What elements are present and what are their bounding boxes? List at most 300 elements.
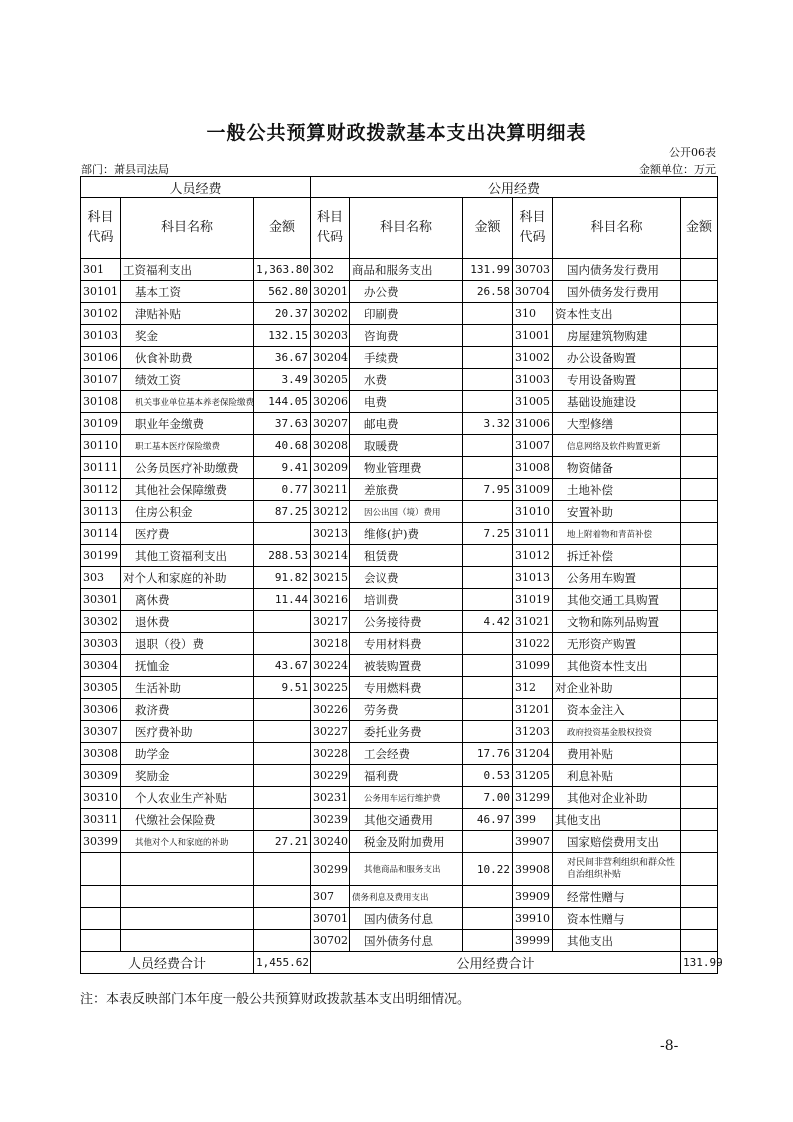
- table-row: [81, 325, 718, 347]
- name-cell: [121, 908, 254, 930]
- table-row: [81, 369, 718, 391]
- amount-cell: [681, 699, 718, 721]
- code-cell: 30114: [81, 523, 121, 545]
- amount-cell: 3.49: [254, 369, 311, 391]
- amount-cell: 9.41: [254, 457, 311, 479]
- name-cell: 对个人和家庭的补助: [121, 567, 254, 589]
- name-cell: 拆迁补偿: [553, 545, 681, 567]
- name-cell: 资本性支出: [553, 303, 681, 325]
- amount-cell: 7.25: [463, 523, 513, 545]
- code-cell: 39910: [513, 908, 553, 930]
- code-cell: 31203: [513, 721, 553, 743]
- amount-cell: [681, 545, 718, 567]
- code-cell: 31299: [513, 787, 553, 809]
- code-cell: [81, 908, 121, 930]
- table-row: [81, 699, 718, 721]
- amount-cell: 562.80: [254, 281, 311, 303]
- amount-cell: 0.77: [254, 479, 311, 501]
- amount-cell: 144.05: [254, 391, 311, 413]
- code-cell: 30224: [311, 655, 350, 677]
- code-cell: 30701: [311, 908, 350, 930]
- code-cell: 30201: [311, 281, 350, 303]
- header-name: 科目名称: [350, 198, 463, 259]
- code-cell: 30102: [81, 303, 121, 325]
- name-cell: 利息补贴: [553, 765, 681, 787]
- name-cell: 基本工资: [121, 281, 254, 303]
- table-row: [81, 303, 718, 325]
- table-row: [81, 633, 718, 655]
- name-cell: 专用燃料费: [350, 677, 463, 699]
- name-cell: 邮电费: [350, 413, 463, 435]
- public-total-amount: 131.99: [681, 952, 718, 974]
- code-cell: 31011: [513, 523, 553, 545]
- amount-cell: [463, 303, 513, 325]
- name-cell: 取暖费: [350, 435, 463, 457]
- code-cell: 30107: [81, 369, 121, 391]
- code-cell: 30212: [311, 501, 350, 523]
- code-cell: 30208: [311, 435, 350, 457]
- page-title: 一般公共预算财政拨款基本支出决算明细表: [206, 122, 587, 144]
- name-cell: 医疗费: [121, 523, 254, 545]
- amount-cell: [463, 435, 513, 457]
- name-cell: 职业年金缴费: [121, 413, 254, 435]
- name-cell: 国外债务付息: [350, 930, 463, 952]
- header-amount: 金额: [681, 198, 718, 259]
- name-cell: 商品和服务支出: [350, 259, 463, 281]
- amount-cell: [681, 457, 718, 479]
- name-cell: [121, 853, 254, 886]
- section-header-row: [81, 177, 718, 198]
- table-row: [81, 655, 718, 677]
- table-row: [81, 501, 718, 523]
- code-cell: 31009: [513, 479, 553, 501]
- name-cell: 其他交通工具购置: [553, 589, 681, 611]
- name-cell: 津贴补贴: [121, 303, 254, 325]
- code-cell: 30202: [311, 303, 350, 325]
- amount-cell: [463, 930, 513, 952]
- amount-cell: [681, 809, 718, 831]
- department-label: 部门：萧县司法局: [81, 163, 169, 176]
- code-cell: 312: [513, 677, 553, 699]
- table-row: [81, 908, 718, 930]
- name-cell: 房屋建筑物购建: [553, 325, 681, 347]
- amount-cell: [463, 589, 513, 611]
- code-cell: 30207: [311, 413, 350, 435]
- code-cell: 30209: [311, 457, 350, 479]
- name-cell: 地上附着物和青苗补偿: [553, 523, 681, 545]
- code-cell: 302: [311, 259, 350, 281]
- amount-cell: [681, 633, 718, 655]
- name-cell: 对企业补助: [553, 677, 681, 699]
- amount-cell: [463, 677, 513, 699]
- amount-cell: [681, 787, 718, 809]
- code-cell: 399: [513, 809, 553, 831]
- code-cell: 30101: [81, 281, 121, 303]
- code-cell: 31003: [513, 369, 553, 391]
- amount-cell: [681, 567, 718, 589]
- amount-cell: 0.53: [463, 765, 513, 787]
- amount-cell: 26.58: [463, 281, 513, 303]
- code-cell: 31021: [513, 611, 553, 633]
- amount-cell: [681, 435, 718, 457]
- code-cell: 31001: [513, 325, 553, 347]
- code-cell: 30305: [81, 677, 121, 699]
- code-cell: 30311: [81, 809, 121, 831]
- code-cell: 31201: [513, 699, 553, 721]
- amount-cell: [681, 831, 718, 853]
- code-cell: 30199: [81, 545, 121, 567]
- header-name: 科目名称: [121, 198, 254, 259]
- name-cell: 职工基本医疗保险缴费: [121, 435, 254, 457]
- amount-cell: 37.63: [254, 413, 311, 435]
- table-row: [81, 567, 718, 589]
- name-cell: 电费: [350, 391, 463, 413]
- amount-cell: 40.68: [254, 435, 311, 457]
- header-code: 科目代码: [513, 198, 553, 259]
- name-cell: 离休费: [121, 589, 254, 611]
- name-cell: 住房公积金: [121, 501, 254, 523]
- amount-cell: [463, 457, 513, 479]
- name-cell: 印刷费: [350, 303, 463, 325]
- name-cell: 其他支出: [553, 930, 681, 952]
- name-cell: 物资储备: [553, 457, 681, 479]
- amount-cell: [681, 523, 718, 545]
- name-cell: 无形资产购置: [553, 633, 681, 655]
- name-cell: 经常性赠与: [553, 886, 681, 908]
- name-cell: 其他对个人和家庭的补助: [121, 831, 254, 853]
- table-row: [81, 259, 718, 281]
- amount-cell: 87.25: [254, 501, 311, 523]
- table-row: [81, 853, 718, 886]
- code-cell: 30239: [311, 809, 350, 831]
- amount-cell: 27.21: [254, 831, 311, 853]
- code-cell: 31019: [513, 589, 553, 611]
- name-cell: 信息网络及软件购置更新: [553, 435, 681, 457]
- code-cell: [81, 853, 121, 886]
- amount-cell: [463, 633, 513, 655]
- name-cell: 水费: [350, 369, 463, 391]
- name-cell: 手续费: [350, 347, 463, 369]
- amount-cell: [681, 611, 718, 633]
- name-cell: 被装购置费: [350, 655, 463, 677]
- amount-cell: [463, 391, 513, 413]
- table-row: [81, 886, 718, 908]
- amount-cell: [681, 391, 718, 413]
- amount-cell: [681, 303, 718, 325]
- name-cell: 生活补助: [121, 677, 254, 699]
- name-cell: 资本金注入: [553, 699, 681, 721]
- amount-cell: [463, 347, 513, 369]
- amount-cell: [681, 259, 718, 281]
- amount-cell: 131.99: [463, 259, 513, 281]
- name-cell: 医疗费补助: [121, 721, 254, 743]
- amount-cell: 4.42: [463, 611, 513, 633]
- amount-cell: 3.32: [463, 413, 513, 435]
- code-cell: 30703: [513, 259, 553, 281]
- name-cell: 其他商品和服务支出: [350, 853, 463, 886]
- code-cell: 31007: [513, 435, 553, 457]
- name-cell: 劳务费: [350, 699, 463, 721]
- header-code: 科目代码: [311, 198, 350, 259]
- table-row: [81, 721, 718, 743]
- code-cell: 30218: [311, 633, 350, 655]
- code-cell: 30215: [311, 567, 350, 589]
- table-row: [81, 930, 718, 952]
- code-cell: 30228: [311, 743, 350, 765]
- personnel-total-label: 人员经费合计: [81, 952, 254, 974]
- code-cell: 30211: [311, 479, 350, 501]
- amount-cell: 43.67: [254, 655, 311, 677]
- name-cell: 救济费: [121, 699, 254, 721]
- amount-cell: 36.67: [254, 347, 311, 369]
- amount-cell: 46.97: [463, 809, 513, 831]
- code-cell: 30225: [311, 677, 350, 699]
- code-cell: 30299: [311, 853, 350, 886]
- code-cell: 30204: [311, 347, 350, 369]
- amount-cell: 132.15: [254, 325, 311, 347]
- amount-cell: [254, 787, 311, 809]
- name-cell: 文物和陈列品购置: [553, 611, 681, 633]
- name-cell: 公务员医疗补助缴费: [121, 457, 254, 479]
- amount-cell: 7.95: [463, 479, 513, 501]
- code-cell: 39909: [513, 886, 553, 908]
- amount-cell: [463, 369, 513, 391]
- name-cell: 会议费: [350, 567, 463, 589]
- amount-cell: 10.22: [463, 853, 513, 886]
- amount-cell: [254, 523, 311, 545]
- code-cell: 30214: [311, 545, 350, 567]
- amount-cell: [681, 853, 718, 886]
- name-cell: 安置补助: [553, 501, 681, 523]
- public-total-label: 公用经费合计: [311, 952, 681, 974]
- name-cell: 其他资本性支出: [553, 655, 681, 677]
- code-cell: 30301: [81, 589, 121, 611]
- name-cell: 其他对企业补助: [553, 787, 681, 809]
- code-cell: 30308: [81, 743, 121, 765]
- code-cell: 39999: [513, 930, 553, 952]
- name-cell: 政府投资基金股权投资: [553, 721, 681, 743]
- name-cell: 奖励金: [121, 765, 254, 787]
- name-cell: 差旅费: [350, 479, 463, 501]
- name-cell: 基础设施建设: [553, 391, 681, 413]
- amount-cell: 288.53: [254, 545, 311, 567]
- code-cell: 30112: [81, 479, 121, 501]
- table-row: [81, 435, 718, 457]
- name-cell: 因公出国（境）费用: [350, 501, 463, 523]
- amount-cell: [681, 677, 718, 699]
- table-row: [81, 545, 718, 567]
- code-cell: 30103: [81, 325, 121, 347]
- code-cell: 30109: [81, 413, 121, 435]
- name-cell: 国外债务发行费用: [553, 281, 681, 303]
- amount-cell: [681, 908, 718, 930]
- name-cell: [121, 930, 254, 952]
- table-row: [81, 677, 718, 699]
- code-cell: [81, 886, 121, 908]
- expenditure-table: [80, 176, 723, 974]
- amount-cell: [681, 501, 718, 523]
- table-code: 公开06表: [669, 146, 716, 159]
- amount-cell: [681, 765, 718, 787]
- amount-cell: [463, 831, 513, 853]
- table-row: [81, 611, 718, 633]
- code-cell: 30310: [81, 787, 121, 809]
- code-cell: 30217: [311, 611, 350, 633]
- code-cell: 39907: [513, 831, 553, 853]
- code-cell: 307: [311, 886, 350, 908]
- footnote: 注：本表反映部门本年度一般公共预算财政拨款基本支出明细情况。: [80, 992, 471, 1007]
- name-cell: 助学金: [121, 743, 254, 765]
- table-row: [81, 809, 718, 831]
- code-cell: 31205: [513, 765, 553, 787]
- name-cell: 税金及附加费用: [350, 831, 463, 853]
- table-row: [81, 787, 718, 809]
- code-cell: 30216: [311, 589, 350, 611]
- amount-cell: 20.37: [254, 303, 311, 325]
- table-row: [81, 743, 718, 765]
- name-cell: 大型修缮: [553, 413, 681, 435]
- code-cell: 31013: [513, 567, 553, 589]
- code-cell: 310: [513, 303, 553, 325]
- name-cell: 办公设备购置: [553, 347, 681, 369]
- name-cell: 其他工资福利支出: [121, 545, 254, 567]
- amount-cell: 9.51: [254, 677, 311, 699]
- header-code: 科目代码: [81, 198, 121, 259]
- amount-cell: [681, 743, 718, 765]
- table-row: [81, 413, 718, 435]
- name-cell: 资本性赠与: [553, 908, 681, 930]
- code-cell: 30205: [311, 369, 350, 391]
- amount-cell: [254, 611, 311, 633]
- code-cell: 30304: [81, 655, 121, 677]
- amount-cell: 11.44: [254, 589, 311, 611]
- table-row: [81, 589, 718, 611]
- amount-cell: [463, 501, 513, 523]
- table-row: [81, 765, 718, 787]
- name-cell: 债务利息及费用支出: [350, 886, 463, 908]
- amount-cell: [463, 567, 513, 589]
- code-cell: 30307: [81, 721, 121, 743]
- column-header-row: [81, 198, 718, 259]
- name-cell: 工资福利支出: [121, 259, 254, 281]
- name-cell: 公务接待费: [350, 611, 463, 633]
- name-cell: 抚恤金: [121, 655, 254, 677]
- amount-cell: [463, 886, 513, 908]
- code-cell: 30213: [311, 523, 350, 545]
- name-cell: 退休费: [121, 611, 254, 633]
- code-cell: 30399: [81, 831, 121, 853]
- code-cell: 30110: [81, 435, 121, 457]
- code-cell: 39908: [513, 853, 553, 886]
- amount-cell: 91.82: [254, 567, 311, 589]
- name-cell: 工会经费: [350, 743, 463, 765]
- name-cell: 租赁费: [350, 545, 463, 567]
- name-cell: 国内债务发行费用: [553, 259, 681, 281]
- amount-cell: 1,363.80: [254, 259, 311, 281]
- name-cell: 咨询费: [350, 325, 463, 347]
- name-cell: 绩效工资: [121, 369, 254, 391]
- amount-cell: [254, 633, 311, 655]
- code-cell: 31006: [513, 413, 553, 435]
- code-cell: 31022: [513, 633, 553, 655]
- amount-cell: [681, 589, 718, 611]
- amount-cell: [463, 721, 513, 743]
- name-cell: 国家赔偿费用支出: [553, 831, 681, 853]
- section-public: 公用经费: [311, 177, 718, 198]
- name-cell: 专用材料费: [350, 633, 463, 655]
- table-row: [81, 479, 718, 501]
- amount-cell: [463, 699, 513, 721]
- code-cell: 31008: [513, 457, 553, 479]
- amount-cell: [254, 765, 311, 787]
- name-cell: 委托业务费: [350, 721, 463, 743]
- code-cell: 301: [81, 259, 121, 281]
- name-cell: 其他交通费用: [350, 809, 463, 831]
- name-cell: 奖金: [121, 325, 254, 347]
- amount-cell: [681, 325, 718, 347]
- code-cell: 30702: [311, 930, 350, 952]
- amount-cell: [681, 886, 718, 908]
- amount-cell: [681, 347, 718, 369]
- table-row: [81, 281, 718, 303]
- code-cell: 31005: [513, 391, 553, 413]
- code-cell: 31002: [513, 347, 553, 369]
- amount-cell: [463, 655, 513, 677]
- amount-cell: [681, 930, 718, 952]
- code-cell: 30306: [81, 699, 121, 721]
- code-cell: 30302: [81, 611, 121, 633]
- amount-cell: [463, 325, 513, 347]
- code-cell: 30108: [81, 391, 121, 413]
- amount-cell: [254, 721, 311, 743]
- unit-label: 金额单位：万元: [639, 163, 716, 176]
- amount-cell: [254, 930, 311, 952]
- code-cell: 30229: [311, 765, 350, 787]
- code-cell: 31010: [513, 501, 553, 523]
- code-cell: 31204: [513, 743, 553, 765]
- amount-cell: [681, 479, 718, 501]
- name-cell: 伙食补助费: [121, 347, 254, 369]
- amount-cell: [254, 908, 311, 930]
- code-cell: 31099: [513, 655, 553, 677]
- amount-cell: [463, 908, 513, 930]
- name-cell: [121, 886, 254, 908]
- table-row: [81, 523, 718, 545]
- table-row: [81, 347, 718, 369]
- code-cell: 30227: [311, 721, 350, 743]
- amount-cell: 7.00: [463, 787, 513, 809]
- code-cell: 30113: [81, 501, 121, 523]
- amount-cell: [681, 369, 718, 391]
- header-amount: 金额: [254, 198, 311, 259]
- code-cell: 30111: [81, 457, 121, 479]
- code-cell: [81, 930, 121, 952]
- code-cell: 30226: [311, 699, 350, 721]
- name-cell: 个人农业生产补贴: [121, 787, 254, 809]
- code-cell: 30704: [513, 281, 553, 303]
- amount-cell: [463, 545, 513, 567]
- name-cell: 培训费: [350, 589, 463, 611]
- code-cell: 31012: [513, 545, 553, 567]
- amount-cell: [254, 699, 311, 721]
- code-cell: 30303: [81, 633, 121, 655]
- code-cell: 30309: [81, 765, 121, 787]
- amount-cell: [254, 886, 311, 908]
- personnel-total-amount: 1,455.62: [254, 952, 311, 974]
- name-cell: 土地补偿: [553, 479, 681, 501]
- page-number: -8-: [660, 1038, 679, 1054]
- table-row: [81, 457, 718, 479]
